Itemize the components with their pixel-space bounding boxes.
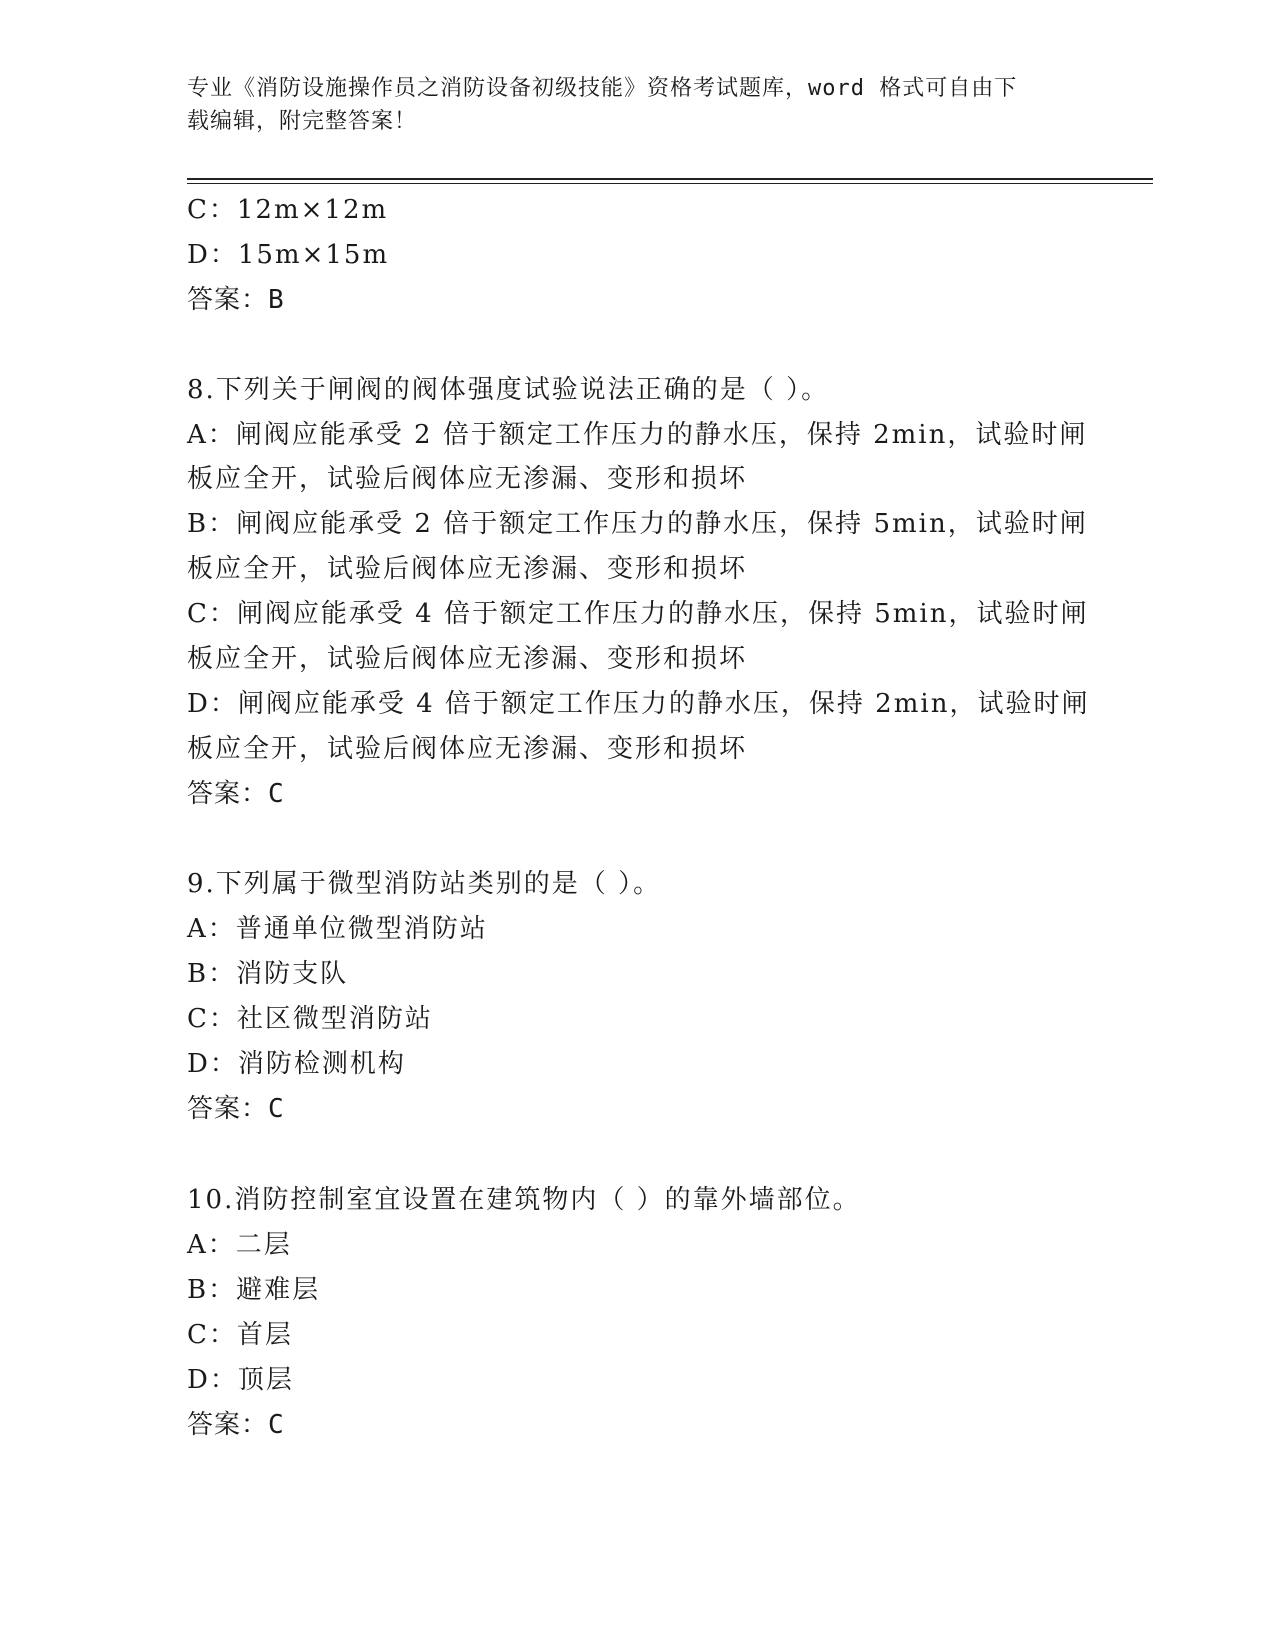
q9-stem: 9.下列属于微型消防站类别的是（ ）。 <box>187 869 662 899</box>
q10-option-b: B：避难层 <box>187 1275 321 1305</box>
q7-option-d: D：15m×15m <box>187 240 390 270</box>
q8-option-a-cont: 板应全开，试验后阀体应无渗漏、变形和损坏 <box>187 464 748 494</box>
q9-option-a: A：普通单位微型消防站 <box>187 914 488 944</box>
q10-option-a: A：二层 <box>187 1230 292 1260</box>
q8-option-a: A：闸阀应能承受 2 倍于额定工作压力的静水压，保持 2min，试验时闸 <box>187 420 1088 450</box>
q10-answer: 答案：C <box>187 1410 285 1440</box>
q9-option-c: C：社区微型消防站 <box>187 1004 433 1034</box>
q7-option-c: C：12m×12m <box>187 195 389 225</box>
q9-option-b: B：消防支队 <box>187 959 349 989</box>
header-rule-bottom <box>187 183 1153 184</box>
q8-option-c-cont: 板应全开，试验后阀体应无渗漏、变形和损坏 <box>187 644 748 674</box>
q10-option-c: C：首层 <box>187 1320 293 1350</box>
header-line-1: 专业《消防设施操作员之消防设备初级技能》资格考试题库，word 格式可自由下 <box>187 76 1018 101</box>
q10-option-d: D：顶层 <box>187 1365 294 1395</box>
header-text <box>187 72 1067 138</box>
q8-option-c: C：闸阀应能承受 4 倍于额定工作压力的静水压，保持 5min，试验时闸 <box>187 599 1089 629</box>
q8-option-d-cont: 板应全开，试验后阀体应无渗漏、变形和损坏 <box>187 734 748 764</box>
q7-answer: 答案：B <box>187 285 285 315</box>
q9-answer: 答案：C <box>187 1094 285 1124</box>
q8-option-b-cont: 板应全开，试验后阀体应无渗漏、变形和损坏 <box>187 554 748 584</box>
q8-option-b: B：闸阀应能承受 2 倍于额定工作压力的静水压，保持 5min，试验时闸 <box>187 509 1088 539</box>
header-line-2: 载编辑，附完整答案！ <box>187 109 418 134</box>
header-rule-top <box>187 178 1153 180</box>
q9-option-d: D：消防检测机构 <box>187 1049 406 1079</box>
q8-answer: 答案：C <box>187 779 285 809</box>
q8-stem: 8.下列关于闸阀的阀体强度试验说法正确的是（ ）。 <box>187 375 830 405</box>
q8-option-d: D：闸阀应能承受 4 倍于额定工作压力的静水压，保持 2min，试验时闸 <box>187 689 1090 719</box>
q10-stem: 10.消防控制室宜设置在建筑物内（ ）的靠外墙部位。 <box>187 1185 861 1215</box>
